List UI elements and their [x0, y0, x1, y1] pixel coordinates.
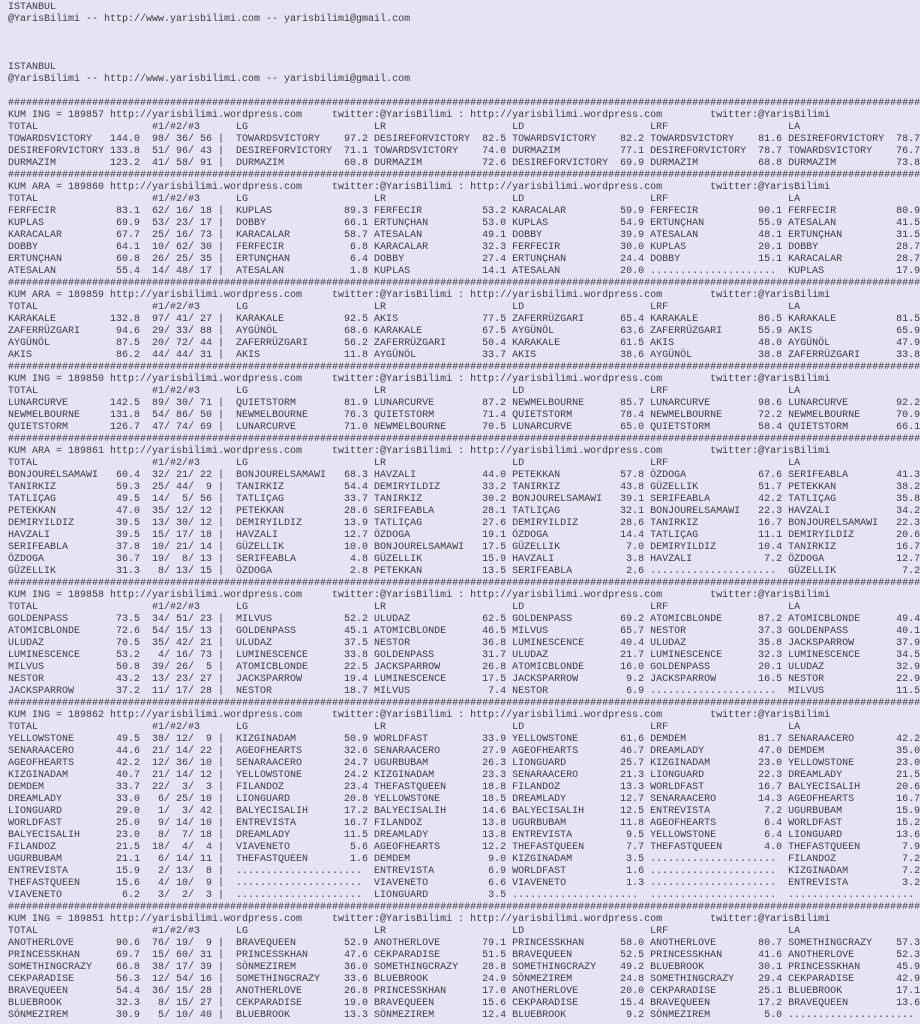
data-row: SERIFEABLA 37.8 10/ 21/ 14 | GÜZELLIK 10.0 BONJOURELSAMAWI 17.5 GÜZELLIK 7.0 DEMIRYILDIZ 10.4 TANIRKIZ 16.7: [8, 542, 920, 553]
data-row: DEMDEM 33.7 22/ 3/ 3 | FILANDOZ 23.4 THEFASTQUEEN 18.8 FILANDOZ 13.3 WORLDFAST 16.7 BALYECISALIH 20.6: [8, 782, 920, 793]
data-row: HAVZALI 39.5 15/ 17/ 18 | HAVZALI 12.7 ÖZDOGA 19.1 ÖZDOGA 14.4 TATLIÇAG 11.1 DEMIRYILDIZ 20.6: [8, 530, 920, 541]
column-header-row: TOTAL #1/#2/#3 LG LR LD LRF LA: [8, 386, 801, 397]
column-header-row: TOTAL #1/#2/#3 LG LR LD LRF LA: [8, 602, 801, 613]
data-row: KARAKALE 132.8 97/ 41/ 27 | KARAKALE 92.5 AKIS 77.5 ZAFERRÜZGARI 65.4 KARAKALE 86.5 KARAKALE 81.5: [8, 314, 920, 325]
column-header-row: TOTAL #1/#2/#3 LG LR LD LRF LA: [8, 722, 801, 733]
section-separator: ########################################################################################################################################################: [8, 98, 920, 109]
data-row: SENARAACERO 44.6 21/ 14/ 22 | AGEOFHEARTS 32.6 SENARAACERO 27.9 AGEOFHEARTS 46.7 DREAMLADY 47.0 DEMDEM 35.0: [8, 746, 920, 757]
data-row: MILVUS 50.8 39/ 26/ 5 | ATOMICBLONDE 22.5 JACKSPARROW 26.8 ATOMICBLONDE 16.0 GOLDENPASS 20.1 ULUDAZ 32.9: [8, 662, 920, 673]
data-row: AGEOFHEARTS 42.2 12/ 36/ 10 | SENARAACERO 24.7 UGURBUBAM 26.3 LIONGUARD 25.7 KIZGINADAM 23.0 YELLOWSTONE 23.0: [8, 758, 920, 769]
section-header-189861: KUM ARA = 189861 http://yarisbilimi.wordpress.com twitter:@YarisBilimi : http://yarisbilimi.wordpress.com twitter:@YarisBilimi: [8, 446, 831, 457]
column-header-row: TOTAL #1/#2/#3 LG LR LD LRF LA: [8, 194, 801, 205]
masthead-city: ISTANBUL: [8, 62, 57, 73]
data-row: PRINCESSKHAN 69.7 15/ 60/ 31 | PRINCESSKHAN 47.6 CEKPARADISE 51.5 BRAVEQUEEN 52.5 PRINCESSKHAN 41.6 ANOTHERLOVE 52.3: [8, 950, 920, 961]
section-header-189860: KUM ARA = 189860 http://yarisbilimi.wordpress.com twitter:@YarisBilimi : http://yarisbilimi.wordpress.com twitter:@YarisBilimi: [8, 182, 831, 193]
data-row: LIONGUARD 29.0 1/ 3/ 42 | BALYECISALIH 17.2 BALYECISALIH 14.6 BALYECISALIH 12.5 ENTREVISTA 7.2 UGURBUBAM 15.9: [8, 806, 920, 817]
column-header-row: TOTAL #1/#2/#3 LG LR LD LRF LA: [8, 122, 801, 133]
section-separator: ########################################################################################################################################################: [8, 362, 920, 373]
section-header-189851: KUM ING = 189851 http://yarisbilimi.wordpress.com twitter:@YarisBilimi : http://yarisbilimi.wordpress.com twitter:@YarisBilimi: [8, 914, 831, 925]
data-row: VIAVENETO 6.2 3/ 2/ 3 | ..................... LIONGUARD 3.5 ..................... ..................... .....................: [8, 890, 920, 901]
data-row: DEMIRYILDIZ 39.5 13/ 30/ 12 | DEMIRYILDIZ 13.9 TATLIÇAG 27.6 DEMIRYILDIZ 28.6 TANIRKIZ 16.7 BONJOURELSAMAWI 22.3: [8, 518, 920, 529]
data-row: UGURBUBAM 21.1 6/ 14/ 11 | THEFASTQUEEN 1.6 DEMDEM 9.0 KIZGINADAM 3.5 ..................... FILANDOZ 7.2: [8, 854, 920, 865]
data-row: FERFECIR 83.1 62/ 16/ 18 | KUPLAS 89.3 FERFECIR 53.2 KARACALAR 59.9 FERFECIR 90.1 FERFECIR 80.9: [8, 206, 920, 217]
data-row: PETEKKAN 47.0 35/ 12/ 12 | PETEKKAN 28.6 SERIFEABLA 28.1 TATLIÇAG 32.1 BONJOURELSAMAWI 22.3 HAVZALI 34.2: [8, 506, 920, 517]
column-header-row: TOTAL #1/#2/#3 LG LR LD LRF LA: [8, 458, 801, 469]
data-row: DREAMLADY 33.0 6/ 25/ 10 | LIONGUARD 20.8 YELLOWSTONE 18.5 DREAMLADY 12.7 SENARAACERO 14.3 AGEOFHEARTS 16.7: [8, 794, 920, 805]
race-ratings-report: [8, 2, 920, 1022]
blank-line: [8, 26, 920, 38]
blank-line: [8, 38, 920, 50]
data-row: DESIREFORVICTORY 133.8 51/ 96/ 43 | DESIREFORVICTORY 71.1 TOWARDSVICTORY 74.0 DURMAZIM 77.1 DESIREFORVICTORY 78.7 TOWARDSVICTORY 76.7: [8, 146, 920, 157]
section-separator: ########################################################################################################################################################: [8, 902, 920, 913]
section-header-189857: KUM ING = 189857 http://yarisbilimi.wordpress.com twitter:@YarisBilimi : http://yarisbilimi.wordpress.com twitter:@YarisBilimi: [8, 110, 831, 121]
blank-line: [8, 86, 920, 98]
data-row: CEKPARADISE 56.3 12/ 54/ 16 | SOMETHINGCRAZY 33.6 BLUEBROOK 24.9 SÖNMEZIREM 24.8 SOMETHINGCRAZY 29.4 CEKPARADISE 42.9: [8, 974, 920, 985]
data-row: QUIETSTORM 126.7 47/ 74/ 69 | LUNARCURVE 71.0 NEWMELBOURNE 70.5 LUNARCURVE 65.0 QUIETSTORM 58.4 QUIETSTORM 66.1: [8, 422, 920, 433]
data-row: LUNARCURVE 142.5 89/ 30/ 71 | QUIETSTORM 81.9 LUNARCURVE 87.2 NEWMELBOURNE 85.7 LUNARCURVE 98.6 LUNARCURVE 92.2: [8, 398, 920, 409]
data-row: FILANDOZ 21.5 18/ 4/ 4 | VIAVENETO 5.6 AGEOFHEARTS 12.2 THEFASTQUEEN 7.7 THEFASTQUEEN 4.0 THEFASTQUEEN 7.9: [8, 842, 920, 853]
data-row: ATOMICBLONDE 72.6 54/ 15/ 13 | GOLDENPASS 45.1 ATOMICBLONDE 46.5 MILVUS 65.7 NESTOR 37.3 GOLDENPASS 40.1: [8, 626, 920, 637]
masthead-contact: @YarisBilimi -- http://www.yarisbilimi.com -- yarisbilimi@gmail.com: [8, 74, 411, 85]
data-row: DOBBY 64.1 10/ 62/ 30 | FERFECIR 6.8 KARACALAR 32.3 FERFECIR 30.0 KUPLAS 20.1 DOBBY 28.7: [8, 242, 920, 253]
data-row: KARACALAR 67.7 25/ 16/ 73 | KARACALAR 58.7 ATESALAN 49.1 DOBBY 39.9 ATESALAN 48.1 ERTUNÇHAN 31.5: [8, 230, 920, 241]
section-header-189859: KUM ARA = 189859 http://yarisbilimi.wordpress.com twitter:@YarisBilimi : http://yarisbilimi.wordpress.com twitter:@YarisBilimi: [8, 290, 831, 301]
data-row: TATLIÇAG 49.5 14/ 5/ 56 | TATLIÇAG 33.7 TANIRKIZ 30.2 BONJOURELSAMAWI 39.1 SERIFEABLA 42.2 TATLIÇAG 35.8: [8, 494, 920, 505]
data-row: ATESALAN 55.4 14/ 48/ 17 | ATESALAN 1.8 KUPLAS 14.1 ATESALAN 20.0 ..................... KUPLAS 17.9: [8, 266, 920, 277]
data-row: SOMETHINGCRAZY 66.8 38/ 17/ 39 | SÖNMEZIREM 36.0 SOMETHINGCRAZY 28.8 SOMETHINGCRAZY 49.2 BLUEBROOK 30.1 PRINCESSKHAN 45.9: [8, 962, 920, 973]
data-row: AKIS 86.2 44/ 44/ 31 | AKIS 11.8 AYGÜNÖL 33.7 AKIS 38.6 AYGÜNÖL 38.8 ZAFERRÜZGARI 33.8: [8, 350, 920, 361]
column-header-row: TOTAL #1/#2/#3 LG LR LD LRF LA: [8, 926, 801, 937]
section-separator: ########################################################################################################################################################: [8, 698, 920, 709]
data-row: TOWARDSVICTORY 144.0 98/ 36/ 56 | TOWARDSVICTORY 97.2 DESIREFORVICTORY 82.5 TOWARDSVICTORY 82.2 TOWARDSVICTORY 81.6 DESIREFORVICTORY 78.7: [8, 134, 920, 145]
data-row: DURMAZIM 123.2 41/ 58/ 91 | DURMAZIM 60.8 DURMAZIM 72.6 DESIREFORVICTORY 69.9 DURMAZIM 68.8 DURMAZIM 73.8: [8, 158, 920, 169]
data-row: GÜZELLIK 31.3 8/ 13/ 15 | ÖZDOGA 2.8 PETEKKAN 13.5 SERIFEABLA 2.6 ..................... GÜZELLIK 7.2: [8, 566, 920, 577]
masthead-city: ISTANBUL: [8, 2, 57, 13]
data-row: BLUEBROOK 32.3 8/ 15/ 27 | CEKPARADISE 19.0 BRAVEQUEEN 15.6 CEKPARADISE 15.4 BRAVEQUEEN 17.2 BRAVEQUEEN 13.6: [8, 998, 920, 1009]
masthead-contact: @YarisBilimi -- http://www.yarisbilimi.com -- yarisbilimi@gmail.com: [8, 14, 411, 25]
data-row: AYGÜNÖL 87.5 20/ 72/ 44 | ZAFERRÜZGARI 56.2 ZAFERRÜZGARI 50.4 KARAKALE 61.5 AKIS 48.0 AYGÜNÖL 47.9: [8, 338, 920, 349]
section-header-189850: KUM ING = 189850 http://yarisbilimi.wordpress.com twitter:@YarisBilimi : http://yarisbilimi.wordpress.com twitter:@YarisBilimi: [8, 374, 831, 385]
data-row: KUPLAS 69.9 53/ 23/ 17 | DOBBY 66.1 ERTUNÇHAN 53.0 KUPLAS 54.9 ERTUNÇHAN 55.9 ATESALAN 41.5: [8, 218, 920, 229]
data-row: TANIRKIZ 59.3 25/ 44/ 9 | TANIRKIZ 54.4 DEMIRYILDIZ 33.2 TANIRKIZ 43.8 GÜZELLIK 51.7 PETEKKAN 38.2: [8, 482, 920, 493]
section-separator: ########################################################################################################################################################: [8, 278, 920, 289]
data-row: LUMINESCENCE 53.2 4/ 16/ 73 | LUMINESCENCE 33.8 GOLDENPASS 31.7 ULUDAZ 21.7 LUMINESCENCE 32.3 LUMINESCENCE 34.5: [8, 650, 920, 661]
data-row: NESTOR 43.2 13/ 23/ 27 | JACKSPARROW 19.4 LUMINESCENCE 17.5 JACKSPARROW 9.2 JACKSPARROW 16.5 NESTOR 22.9: [8, 674, 920, 685]
data-row: BONJOURELSAMAWI 60.4 32/ 21/ 22 | BONJOURELSAMAWI 68.3 HAVZALI 44.0 PETEKKAN 57.8 ÖZDOGA 67.6 SERIFEABLA 41.3: [8, 470, 920, 481]
section-separator: ########################################################################################################################################################: [8, 578, 920, 589]
data-row: SÖNMEZIREM 30.9 5/ 10/ 40 | BLUEBROOK 13.3 SÖNMEZIREM 12.4 BLUEBROOK 9.2 SÖNMEZIREM 5.0 .....................: [8, 1010, 920, 1021]
data-row: JACKSPARROW 37.2 11/ 17/ 28 | NESTOR 18.7 MILVUS 7.4 NESTOR 6.9 ..................... MILVUS 11.5: [8, 686, 920, 697]
data-row: WORLDFAST 25.0 9/ 14/ 10 | ENTREVISTA 16.7 FILANDOZ 13.8 UGURBUBAM 11.8 AGEOFHEARTS 6.4 WORLDFAST 15.2: [8, 818, 920, 829]
data-row: BALYECISALIH 23.0 8/ 7/ 18 | DREAMLADY 11.5 DREAMLADY 13.8 ENTREVISTA 9.5 YELLOWSTONE 6.4 LIONGUARD 13.6: [8, 830, 920, 841]
data-row: BRAVEQUEEN 54.4 36/ 15/ 28 | ANOTHERLOVE 26.8 PRINCESSKHAN 17.0 ANOTHERLOVE 20.0 CEKPARADISE 25.1 BLUEBROOK 17.1: [8, 986, 920, 997]
column-header-row: TOTAL #1/#2/#3 LG LR LD LRF LA: [8, 302, 801, 313]
data-row: ULUDAZ 70.5 35/ 42/ 21 | ULUDAZ 37.5 NESTOR 36.8 LUMINESCENCE 40.4 ULUDAZ 35.8 JACKSPARROW 37.9: [8, 638, 920, 649]
data-row: GOLDENPASS 73.5 34/ 51/ 23 | MILVUS 52.2 ULUDAZ 62.5 GOLDENPASS 69.2 ATOMICBLONDE 87.2 ATOMICBLONDE 49.4: [8, 614, 920, 625]
data-row: KIZGINADAM 40.7 21/ 14/ 12 | YELLOWSTONE 24.2 KIZGINADAM 23.3 SENARAACERO 21.3 LIONGUARD 22.3 DREAMLADY 21.5: [8, 770, 920, 781]
data-row: ENTREVISTA 15.9 2/ 13/ 8 | ..................... ENTREVISTA 6.9 WORLDFAST 1.6 ..................... KIZGINADAM 7.2: [8, 866, 920, 877]
section-separator: ########################################################################################################################################################: [8, 434, 920, 445]
data-row: ZAFERRÜZGARI 94.6 29/ 33/ 88 | AYGÜNÖL 68.6 KARAKALE 67.5 AYGÜNÖL 63.6 ZAFERRÜZGARI 55.9 AKIS 65.9: [8, 326, 920, 337]
data-row: YELLOWSTONE 49.5 38/ 12/ 9 | KIZGINADAM 50.9 WORLDFAST 33.9 YELLOWSTONE 61.6 DEMDEM 81.7 SENARAACERO 42.2: [8, 734, 920, 745]
section-header-189862: KUM ING = 189862 http://yarisbilimi.wordpress.com twitter:@YarisBilimi : http://yarisbilimi.wordpress.com twitter:@YarisBilimi: [8, 710, 831, 721]
blank-line: [8, 50, 920, 62]
data-row: NEWMELBOURNE 131.8 54/ 86/ 50 | NEWMELBOURNE 76.3 QUIETSTORM 71.4 QUIETSTORM 78.4 NEWMELBOURNE 72.2 NEWMELBOURNE 70.9: [8, 410, 920, 421]
section-separator: ########################################################################################################################################################: [8, 170, 920, 181]
data-row: ÖZDOGA 36.7 19/ 8/ 13 | SERIFEABLA 4.8 GÜZELLIK 15.9 HAVZALI 3.8 HAVZALI 7.2 ÖZDOGA 12.7: [8, 554, 920, 565]
section-header-189858: KUM ING = 189858 http://yarisbilimi.wordpress.com twitter:@YarisBilimi : http://yarisbilimi.wordpress.com twitter:@YarisBilimi: [8, 590, 831, 601]
data-row: ANOTHERLOVE 90.6 76/ 19/ 9 | BRAVEQUEEN 52.9 ANOTHERLOVE 79.1 PRINCESSKHAN 58.0 ANOTHERLOVE 80.7 SOMETHINGCRAZY 57.3: [8, 938, 920, 949]
data-row: THEFASTQUEEN 15.6 4/ 10/ 9 | ..................... VIAVENETO 6.6 VIAVENETO 1.3 ..................... ENTREVISTA 3.2: [8, 878, 920, 889]
data-row: ERTUNÇHAN 60.8 26/ 25/ 35 | ERTUNÇHAN 6.4 DOBBY 27.4 ERTUNÇHAN 24.4 DOBBY 15.1 KARACALAR 28.7: [8, 254, 920, 265]
